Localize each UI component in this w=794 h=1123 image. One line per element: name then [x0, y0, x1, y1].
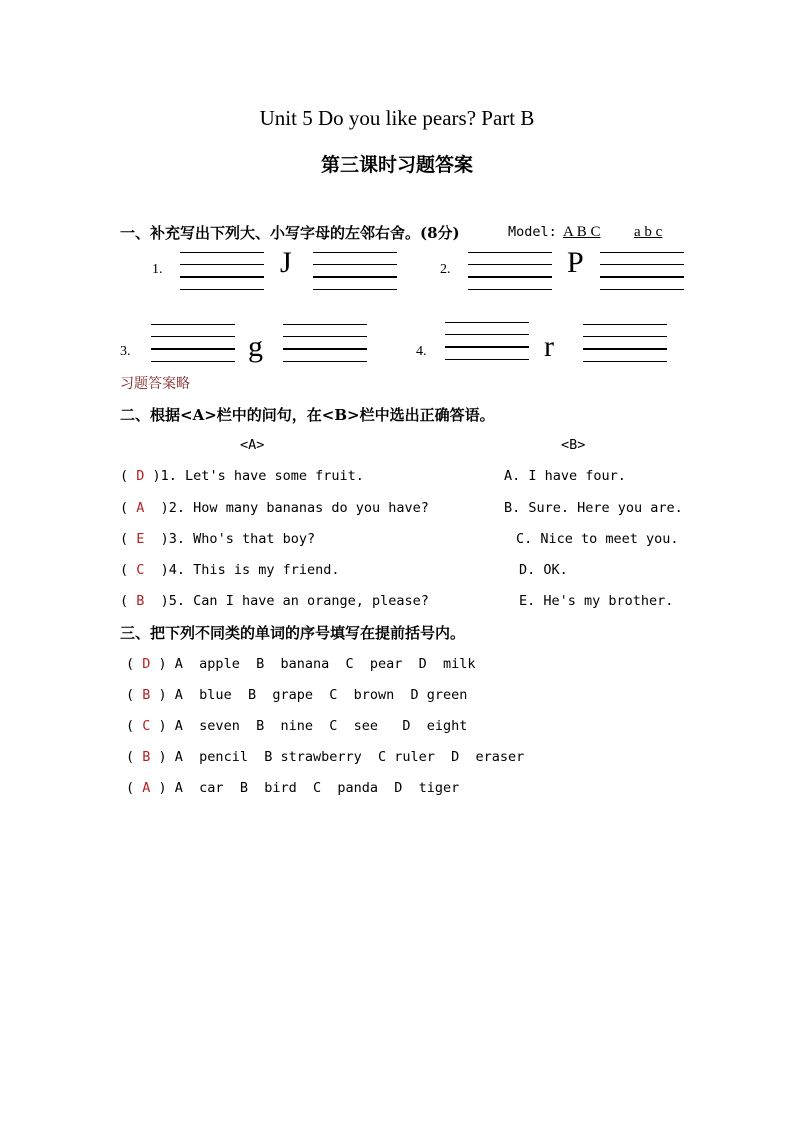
odd-word-answer-5: A [142, 780, 151, 796]
section2-heading: 二、根据<A>栏中的问句，在<B>栏中选出正确答语。 [120, 406, 495, 424]
column-a-header: <A> [240, 437, 265, 453]
odd-word-row-2: ( B ) A blue B grape C brown D green [126, 687, 468, 703]
match-option-e: E. He's my brother. [519, 593, 674, 609]
match-question-3: 3. Who's that boy? [168, 531, 316, 547]
model-lower: a b c [634, 224, 663, 240]
page-subtitle: 第三课时习题答案 [320, 154, 473, 176]
letter-item-2-number: 2. [440, 262, 451, 277]
letter-item-1-letter: J [280, 246, 292, 279]
page-title: Unit 5 Do you like pears? Part B [259, 106, 535, 130]
section3-heading: 三、把下列不同类的单词的序号填写在提前括号内。 [120, 624, 466, 642]
letter-item-4-number: 4. [416, 344, 427, 359]
match-option-c: C. Nice to meet you. [516, 531, 679, 547]
match-option-d: D. OK. [519, 562, 568, 578]
odd-word-options-2: A blue B grape C brown D green [174, 687, 468, 703]
letter-item-2-right-lines [600, 252, 684, 301]
match-row-2: ( A )2. How many bananas do you have? [120, 500, 429, 516]
match-question-4: 4. This is my friend. [168, 562, 340, 578]
letter-item-4-right-lines [583, 324, 667, 373]
match-answer-3: E [136, 531, 145, 547]
letter-item-1-number: 1. [152, 262, 163, 277]
match-row-5: ( B )5. Can I have an orange, please? [120, 593, 429, 609]
match-question-1: 1. Let's have some fruit. [160, 468, 364, 484]
match-answer-2: A [136, 500, 145, 516]
odd-word-options-5: A car B bird C panda D tiger [174, 780, 460, 796]
letter-item-3-left-lines [151, 324, 235, 373]
odd-word-options-3: A seven B nine C see D eight [174, 718, 468, 734]
match-option-b: B. Sure. Here you are. [504, 500, 683, 516]
letter-item-2-left-lines [468, 252, 552, 301]
odd-word-row-5: ( A ) A car B bird C panda D tiger [126, 780, 460, 796]
letter-item-4-left-lines [445, 322, 529, 371]
odd-word-row-3: ( C ) A seven B nine C see D eight [126, 718, 468, 734]
letter-item-3-letter: g [248, 330, 263, 363]
match-question-5: 5. Can I have an orange, please? [168, 593, 429, 609]
odd-word-answer-1: D [142, 656, 151, 672]
odd-word-answer-4: B [142, 749, 151, 765]
odd-word-row-1: ( D ) A apple B banana C pear D milk [126, 656, 476, 672]
model-upper: A B C [563, 224, 601, 240]
match-answer-4: C [136, 562, 145, 578]
odd-word-options-1: A apple B banana C pear D milk [174, 656, 476, 672]
letter-item-3-number: 3. [120, 344, 131, 359]
column-b-header: <B> [561, 437, 586, 453]
match-answer-1: D [136, 468, 145, 484]
answer-note: 习题答案略 [120, 376, 190, 392]
odd-word-options-4: A pencil B strawberry C ruler D eraser [174, 749, 525, 765]
match-row-4: ( C )4. This is my friend. [120, 562, 340, 578]
letter-item-2-letter: P [567, 246, 584, 279]
odd-word-row-4: ( B ) A pencil B strawberry C ruler D eraser [126, 749, 525, 765]
letter-item-4-letter: r [544, 330, 554, 363]
letter-item-3-right-lines [283, 324, 367, 373]
match-row-3: ( E )3. Who's that boy? [120, 531, 316, 547]
match-row-1: ( D )1. Let's have some fruit. [120, 468, 364, 484]
model-label: Model: [508, 224, 557, 240]
letter-item-1-left-lines [180, 252, 264, 301]
letter-item-1-right-lines [313, 252, 397, 301]
match-question-2: 2. How many bananas do you have? [168, 500, 429, 516]
match-option-a: A. I have four. [504, 468, 626, 484]
odd-word-answer-2: B [142, 687, 151, 703]
section1-heading: 一、补充写出下列大、小写字母的左邻右舍。(8分) [120, 224, 460, 242]
match-answer-5: B [136, 593, 145, 609]
odd-word-answer-3: C [142, 718, 151, 734]
